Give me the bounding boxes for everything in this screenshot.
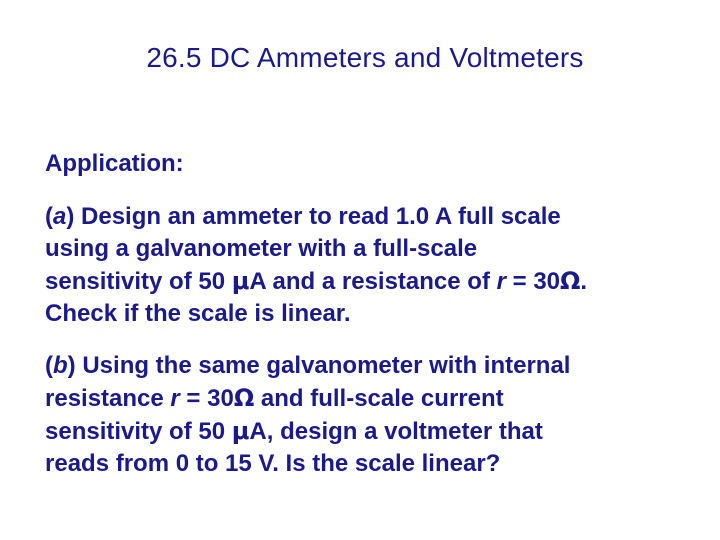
part-a-label: a: [53, 203, 67, 230]
part-b-label-close: ): [67, 352, 76, 379]
omega-symbol: Ω: [560, 267, 581, 295]
part-b-line-1: [45, 350, 685, 382]
section-heading: Application:: [45, 150, 184, 177]
part-a-label-close: ): [66, 203, 75, 230]
problem-part-a: [45, 201, 685, 330]
part-b-line-3-end: A, design a voltmeter that: [249, 418, 543, 445]
slide-title: 26.5 DC Ammeters and Voltmeters: [146, 42, 584, 73]
resistance-variable: r: [496, 268, 506, 295]
part-a-line-2: using a galvanometer with a full-scale: [45, 235, 478, 262]
problem-part-b: [45, 350, 685, 480]
omega-symbol: Ω: [233, 384, 255, 412]
part-b-line-2-eq: = 30: [179, 385, 234, 412]
mu-symbol: μ: [231, 267, 250, 295]
part-b-label: b: [53, 352, 68, 379]
part-b-line-4: reads from 0 to 15 V. Is the scale linear?: [45, 450, 501, 477]
part-a-line-1-text: Design an ammeter to read 1.0 A full scale: [74, 203, 561, 230]
mu-symbol: μ: [231, 417, 250, 445]
part-a-line-1: [45, 201, 685, 233]
part-a-label-open: (: [45, 203, 53, 230]
part-a-line-3-mid: A and a resistance of: [249, 268, 497, 295]
part-a-line-3-pre: sensitivity of 50: [45, 268, 232, 295]
part-b-line-2-pre: resistance: [45, 385, 171, 412]
part-a-line-3-eq: = 30: [505, 268, 561, 295]
part-b-line-1-text: Using the same galvanometer with internal: [75, 352, 571, 379]
part-b-line-3: [45, 415, 685, 448]
part-a-line-3: [45, 265, 685, 298]
resistance-variable: r: [170, 385, 180, 412]
part-b-label-open: (: [45, 352, 53, 379]
part-b-line-3-pre: sensitivity of 50: [45, 418, 232, 445]
part-b-line-2: [45, 382, 685, 415]
part-a-line-3-end: .: [580, 268, 588, 295]
part-a-line-4: Check if the scale is linear.: [45, 300, 351, 327]
part-b-line-2-end: and full-scale current: [254, 385, 504, 412]
